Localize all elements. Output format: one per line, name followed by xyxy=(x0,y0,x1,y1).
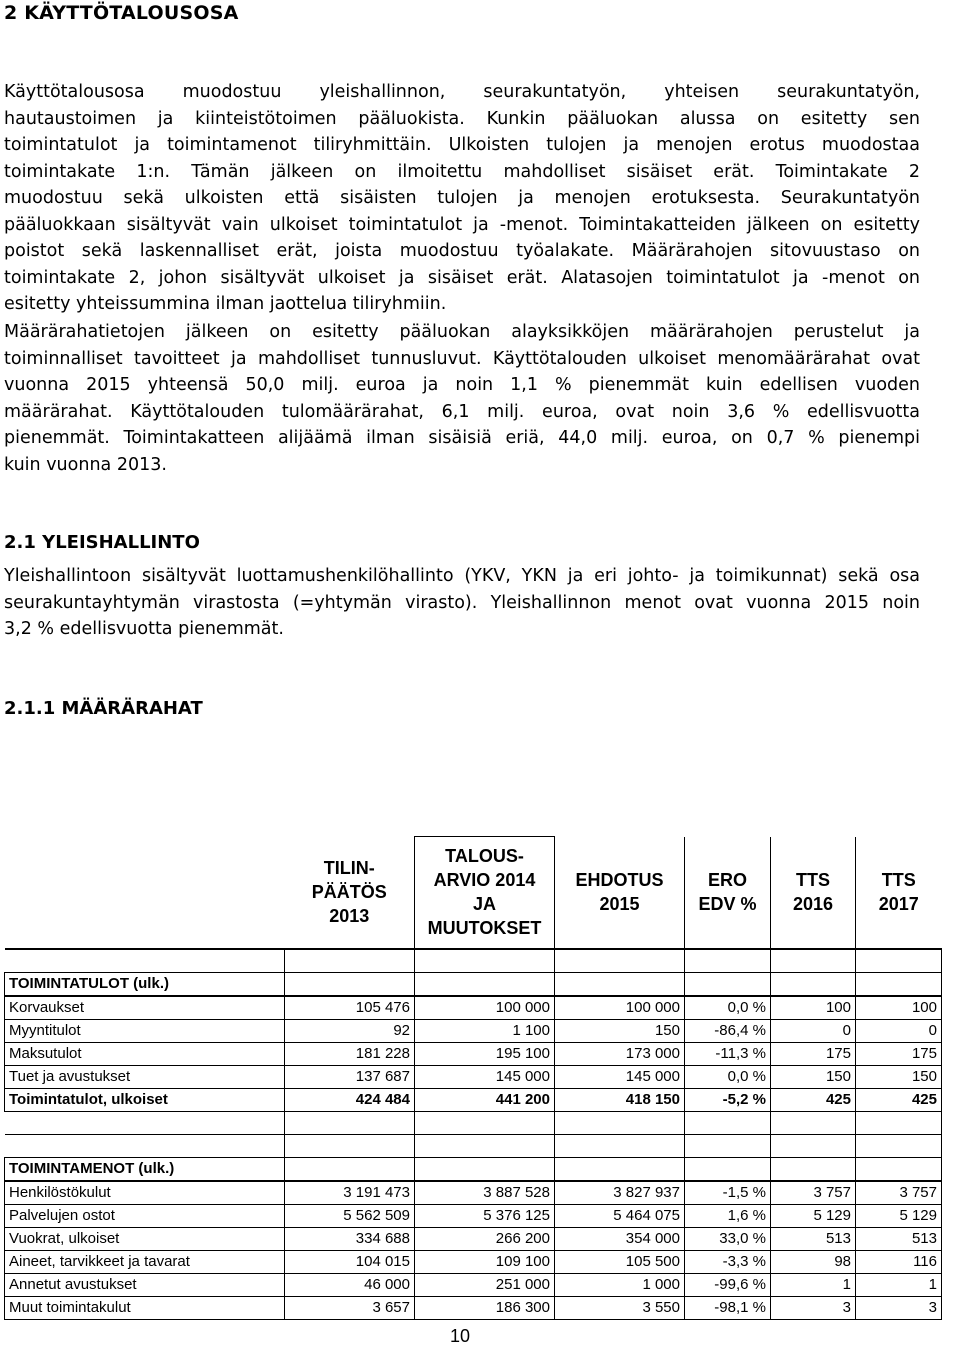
chapter-heading: 2 KÄYTTÖTALOUSOSA xyxy=(4,2,239,24)
value-cell: 1,6 % xyxy=(685,1204,771,1227)
value-cell: 3 xyxy=(856,1296,942,1319)
row-label: Tuet ja avustukset xyxy=(5,1065,285,1088)
section-title: TOIMINTAMENOT (ulk.) xyxy=(5,1157,285,1181)
text-line: seurakuntayhtymän virastosta (=yhtymän virasto). Yleishallinnon menot ovat vuonna 2015 noin xyxy=(4,592,920,613)
section-row xyxy=(5,972,942,996)
empty-cell xyxy=(685,972,771,996)
table-row xyxy=(5,1042,942,1065)
table-row xyxy=(5,1065,942,1088)
value-cell: 3 xyxy=(771,1296,856,1319)
empty-cell xyxy=(856,1134,942,1157)
value-cell: 513 xyxy=(856,1227,942,1250)
value-cell: 98 xyxy=(771,1250,856,1273)
value-cell: 3 757 xyxy=(856,1181,942,1205)
empty-cell xyxy=(555,972,685,996)
value-cell: 150 xyxy=(856,1065,942,1088)
empty-cell xyxy=(771,1134,856,1157)
empty-cell xyxy=(771,1157,856,1181)
text-line: muodostuu sekä ulkoisten että sisäisten tulojen ja menojen erotuksesta. Seurakuntatyön xyxy=(4,188,920,208)
text-line: määrärahat. Käyttötalouden tulomäärärahat, 6,1 milj. euroa, ovat noin 3,6 % edellisvuotta xyxy=(4,401,920,422)
text-line: 3,2 % edellisvuotta pienemmät. xyxy=(4,619,284,639)
row-label: Toimintatulot, ulkoiset xyxy=(5,1088,285,1111)
value-cell: -11,3 % xyxy=(685,1042,771,1065)
general-admin-paragraph xyxy=(4,563,920,643)
section-title: TOIMINTATULOT (ulk.) xyxy=(5,972,285,996)
budget-table xyxy=(4,836,942,1320)
value-cell: 0,0 % xyxy=(685,996,771,1020)
empty-cell xyxy=(555,1134,685,1157)
empty-cell xyxy=(285,1157,415,1181)
value-cell: 100 xyxy=(771,996,856,1020)
value-cell: 441 200 xyxy=(415,1088,555,1111)
value-cell: 116 xyxy=(856,1250,942,1273)
spacer-row xyxy=(5,1134,942,1157)
value-cell: 3 887 528 xyxy=(415,1181,555,1205)
value-cell: 0 xyxy=(856,1019,942,1042)
text-line: Yleishallintoon sisältyvät luottamushenkilöhallinto (YKV, YKN ja eri johto- ja toimikunnat) sekä osa xyxy=(4,566,920,586)
page-number: 10 xyxy=(450,1326,471,1346)
row-label: Henkilöstökulut xyxy=(5,1181,285,1205)
value-cell: 150 xyxy=(555,1019,685,1042)
empty-cell xyxy=(5,949,285,973)
value-cell: 195 100 xyxy=(415,1042,555,1065)
row-label: Annetut avustukset xyxy=(5,1273,285,1296)
value-cell: 3 827 937 xyxy=(555,1181,685,1205)
value-cell: 3 757 xyxy=(771,1181,856,1205)
empty-cell xyxy=(285,1111,415,1134)
empty-cell xyxy=(5,1111,285,1134)
spacer-row xyxy=(5,1111,942,1134)
empty-cell xyxy=(856,1111,942,1134)
value-cell: 425 xyxy=(771,1088,856,1111)
value-cell: -3,3 % xyxy=(685,1250,771,1273)
row-label: Aineet, tarvikkeet ja tavarat xyxy=(5,1250,285,1273)
text-line: pienemmät. Toimintakatteen alijäämä ilman sisäisiä eriä, 44,0 milj. euroa, on 0,7 % pienempi xyxy=(4,428,920,448)
table-row xyxy=(5,1227,942,1250)
value-cell: 33,0 % xyxy=(685,1227,771,1250)
empty-cell xyxy=(555,1111,685,1134)
value-cell: 109 100 xyxy=(415,1250,555,1273)
value-cell: 5 562 509 xyxy=(285,1204,415,1227)
value-cell: 150 xyxy=(771,1065,856,1088)
value-cell: 173 000 xyxy=(555,1042,685,1065)
text-line: poistot sekä laskennalliset erät, joista muodostuu työalakate. Määrärahojen sitovuustaso on xyxy=(4,241,920,261)
value-cell: 105 500 xyxy=(555,1250,685,1273)
table-row xyxy=(5,1019,942,1042)
value-cell: 46 000 xyxy=(285,1273,415,1296)
value-cell: -5,2 % xyxy=(685,1088,771,1111)
value-cell: 3 191 473 xyxy=(285,1181,415,1205)
col-header-ta2014 xyxy=(415,837,555,949)
header-text: EHDOTUS 2015 xyxy=(575,870,664,914)
row-label: Maksutulot xyxy=(5,1042,285,1065)
header-text: ERO EDV % xyxy=(698,870,757,914)
value-cell: 145 000 xyxy=(415,1065,555,1088)
empty-cell xyxy=(285,1134,415,1157)
text-line: kuin vuonna 2013. xyxy=(4,454,167,475)
col-header-tts2017 xyxy=(856,837,942,949)
value-cell: 100 000 xyxy=(415,996,555,1020)
appropriation-paragraph xyxy=(4,319,920,478)
empty-cell xyxy=(685,949,771,973)
value-cell: 1 000 xyxy=(555,1273,685,1296)
text-line: esitetty yhteissummina ilman jaottelua tiliryhmiin. xyxy=(4,294,447,314)
empty-cell xyxy=(771,972,856,996)
value-cell: 1 xyxy=(856,1273,942,1296)
value-cell: 186 300 xyxy=(415,1296,555,1319)
value-cell: 5 464 075 xyxy=(555,1204,685,1227)
empty-cell xyxy=(415,1111,555,1134)
table-row xyxy=(5,996,942,1020)
value-cell: 425 xyxy=(856,1088,942,1111)
value-cell: 5 129 xyxy=(771,1204,856,1227)
empty-cell xyxy=(415,1134,555,1157)
value-cell: 266 200 xyxy=(415,1227,555,1250)
value-cell: 5 376 125 xyxy=(415,1204,555,1227)
table-row xyxy=(5,1250,942,1273)
row-label: Korvaukset xyxy=(5,996,285,1020)
value-cell: 92 xyxy=(285,1019,415,1042)
row-label: Vuokrat, ulkoiset xyxy=(5,1227,285,1250)
value-cell: 104 015 xyxy=(285,1250,415,1273)
text-line: toimintakate 1:n. Tämän jälkeen on ilmoitettu mahdolliset sisäiset erät. Toimintakate 2 xyxy=(4,161,920,182)
text-line: Käyttötalousosa muodostuu yleishallinnon, seurakuntatyön, yhteisen seurakuntatyön, xyxy=(4,82,920,102)
empty-cell xyxy=(415,972,555,996)
value-cell: 424 484 xyxy=(285,1088,415,1111)
intro-paragraph xyxy=(4,79,920,318)
value-cell: 175 xyxy=(771,1042,856,1065)
value-cell: -99,6 % xyxy=(685,1273,771,1296)
empty-cell xyxy=(856,972,942,996)
header-text: TILIN- PÄÄTÖS 2013 xyxy=(311,858,387,926)
empty-cell xyxy=(685,1111,771,1134)
value-cell: -98,1 % xyxy=(685,1296,771,1319)
text-line: Määrärahatietojen jälkeen on esitetty pääluokan alayksikköjen määrärahojen perustelut ja xyxy=(4,322,920,342)
empty-cell xyxy=(771,949,856,973)
row-label: Palvelujen ostot xyxy=(5,1204,285,1227)
col-header-ero xyxy=(685,837,771,949)
empty-cell xyxy=(555,1157,685,1181)
header-text: TTS 2016 xyxy=(792,870,834,914)
table-row xyxy=(5,1296,942,1319)
text-line: toiminnalliset tavoitteet ja mahdolliset tunnusluvut. Käyttötalouden ulkoiset menomäärärahat ovat xyxy=(4,348,920,369)
empty-cell xyxy=(771,1111,856,1134)
value-cell: 137 687 xyxy=(285,1065,415,1088)
empty-cell xyxy=(415,949,555,973)
value-cell: -1,5 % xyxy=(685,1181,771,1205)
value-cell: 3 550 xyxy=(555,1296,685,1319)
value-cell: 251 000 xyxy=(415,1273,555,1296)
value-cell: 418 150 xyxy=(555,1088,685,1111)
text-line: hautaustoimen ja kiinteistötoimen pääluokista. Kunkin pääluokan alussa on esitetty sen xyxy=(4,108,920,129)
value-cell: 513 xyxy=(771,1227,856,1250)
col-header-tp2013 xyxy=(285,837,415,949)
table-row xyxy=(5,1273,942,1296)
value-cell: 175 xyxy=(856,1042,942,1065)
empty-cell xyxy=(555,949,685,973)
value-cell: 1 100 xyxy=(415,1019,555,1042)
value-cell: 100 000 xyxy=(555,996,685,1020)
text-line: pääluokkaan sisältyvät vain ulkoiset toimintatulot ja -menot. Toimintakatteiden jälkeen on esitetty xyxy=(4,214,920,235)
section-heading-2-1: 2.1 YLEISHALLINTO xyxy=(4,532,200,553)
value-cell: 105 476 xyxy=(285,996,415,1020)
spacer-row xyxy=(5,949,942,973)
empty-cell xyxy=(685,1134,771,1157)
row-label: Myyntitulot xyxy=(5,1019,285,1042)
text-line: vuonna 2015 yhteensä 50,0 milj. euroa ja noin 1,1 % pienemmät kuin edellisen vuoden xyxy=(4,375,920,395)
text-line: toimintatulot ja toimintamenot tiliryhmittäin. Ulkoisten tulojen ja menojen erotus muodostaa xyxy=(4,135,920,155)
empty-cell xyxy=(285,972,415,996)
value-cell: 100 xyxy=(856,996,942,1020)
header-text: TTS 2017 xyxy=(878,870,919,914)
empty-cell xyxy=(5,1134,285,1157)
empty-cell xyxy=(856,949,942,973)
value-cell: 1 xyxy=(771,1273,856,1296)
text-line: toimintakate 2, johon sisältyvät ulkoiset ja sisäiset erät. Alatasojen toimintatulot ja -menot on xyxy=(4,267,920,288)
value-cell: -86,4 % xyxy=(685,1019,771,1042)
section-heading-2-1-1: 2.1.1 MÄÄRÄRAHAT xyxy=(4,698,203,719)
row-label: Muut toimintakulut xyxy=(5,1296,285,1319)
table-row xyxy=(5,1204,942,1227)
table-row xyxy=(5,1181,942,1205)
empty-cell xyxy=(415,1157,555,1181)
empty-cell xyxy=(856,1157,942,1181)
empty-cell xyxy=(685,1157,771,1181)
col-header-ehdotus2015 xyxy=(555,837,685,949)
section-row xyxy=(5,1157,942,1181)
empty-cell xyxy=(285,949,415,973)
value-cell: 145 000 xyxy=(555,1065,685,1088)
value-cell: 334 688 xyxy=(285,1227,415,1250)
value-cell: 181 228 xyxy=(285,1042,415,1065)
value-cell: 5 129 xyxy=(856,1204,942,1227)
value-cell: 3 657 xyxy=(285,1296,415,1319)
value-cell: 0 xyxy=(771,1019,856,1042)
value-cell: 0,0 % xyxy=(685,1065,771,1088)
header-text: TALOUS- ARVIO 2014 JA MUUTOKSET xyxy=(427,846,542,939)
col-header-tts2016 xyxy=(771,837,856,949)
value-cell: 354 000 xyxy=(555,1227,685,1250)
total-row xyxy=(5,1088,942,1111)
